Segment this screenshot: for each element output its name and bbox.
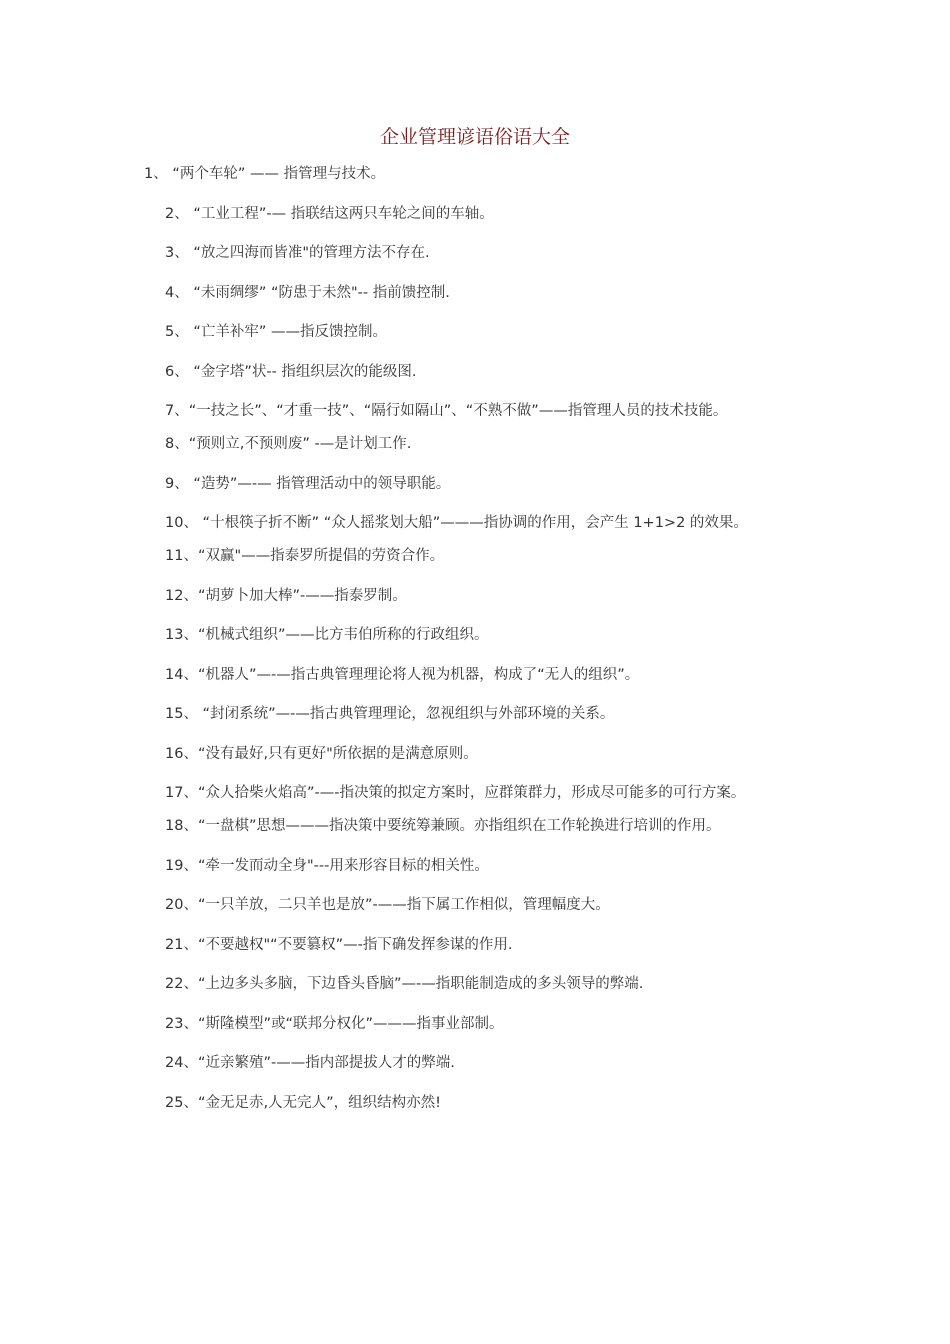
list-item: 4、 “未雨绸缪” “防患于未然"-- 指前馈控制. (165, 284, 450, 301)
document-title: 企业管理谚语俗语大全 (379, 126, 570, 148)
list-item: 7、“一技之长”、“才重一技”、“隔行如隔山”、“不熟不做”——指管理人员的技术技能。 (165, 403, 728, 419)
list-item: 3、 “放之四海而皆准"的管理方法不存在. (165, 245, 430, 261)
list-item: 22、“上边多头多脑，下边昏头昏脑”—-—指职能制造成的多头领导的弊端. (165, 976, 644, 992)
list-item: 20、“一只羊放，二只羊也是放”-——指下属工作相似，管理幅度大。 (165, 897, 610, 913)
list-item: 11、“双赢"——指泰罗所提倡的劳资合作。 (165, 548, 445, 564)
list-item: 10、 “十根筷子折不断” “众人摇浆划大船”———指协调的作用，会产生 1+1>2 的效果。 (165, 515, 748, 531)
list-item: 9、 “造势”—-— 指管理活动中的领导职能。 (165, 475, 451, 492)
list-item: 18、“一盘棋”思想———指决策中要统筹兼顾。亦指组织在工作轮换进行培训的作用。 (165, 818, 721, 834)
list-item: 1、 “两个车轮” —— 指管理与技术。 (144, 166, 386, 182)
list-item: 15、 “封闭系统”—-—指古典管理理论，忽视组织与外部环境的关系。 (165, 706, 615, 722)
list-item: 25、“金无足赤,人无完人”，组织结构亦然! (165, 1094, 441, 1111)
list-item: 6、 “金字塔”状-- 指组织层次的能级图. (165, 363, 417, 380)
list-item: 19、“牵一发而动全身"---用来形容目标的相关性。 (165, 857, 489, 874)
list-item: 13、“机械式组织”——比方韦伯所称的行政组织。 (165, 627, 489, 643)
list-item: 8、“预则立,不预则废” -—是计划工作. (165, 436, 412, 452)
list-item: 17、“众人拾柴火焰高”-—-指决策的拟定方案时，应群策群力，形成尽可能多的可行方案。 (165, 785, 746, 801)
list-item: 23、“斯隆模型”或“联邦分权化”———指事业部制。 (165, 1015, 504, 1032)
list-item: 14、“机器人”—-—指古典管理理论将人视为机器，构成了“无人的组织”。 (165, 666, 640, 683)
proverb-list (144, 161, 834, 1129)
list-item: 5、 “亡羊补牢” ——指反馈控制。 (165, 324, 387, 340)
list-item: 24、“近亲繁殖”-——指内部提拔人才的弊端. (165, 1055, 455, 1071)
list-item: 16、“没有最好,只有更好"所依据的是满意原则。 (165, 745, 478, 762)
list-item: 2、 “工业工程”-— 指联结这两只车轮之间的车轴。 (165, 205, 494, 222)
list-item: 21、“不要越权"“不要篡权”—-指下确发挥参谋的作用. (165, 936, 513, 953)
list-item: 12、“胡萝卜加大棒”-——指泰罗制。 (165, 587, 407, 604)
